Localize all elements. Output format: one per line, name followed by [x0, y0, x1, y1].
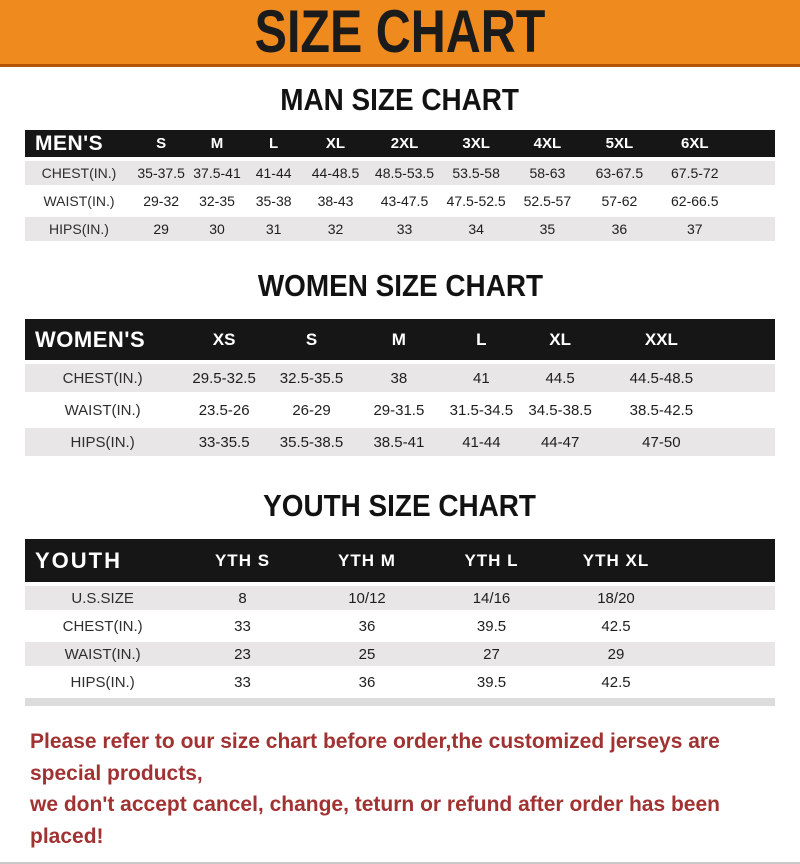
men-waist-label: WAIST(IN.) — [25, 189, 133, 213]
men-hips-s: 29 — [133, 217, 189, 241]
men-hips-2xl: 33 — [369, 217, 441, 241]
men-header-row — [25, 130, 775, 157]
men-waist-4xl: 52.5-57 — [512, 189, 583, 213]
men-hips-l: 31 — [245, 217, 303, 241]
disclaimer-line2: we don't accept cancel, change, teturn or refund after order has been placed! — [30, 793, 720, 848]
men-chest-l: 41-44 — [245, 161, 303, 185]
women-waist-s: 26-29 — [268, 396, 355, 424]
youth-ussize-label: U.S.SIZE — [25, 586, 180, 610]
men-chest-filler — [734, 161, 775, 185]
women-waist-label: WAIST(IN.) — [25, 396, 180, 424]
youth-table-title: YOUTH — [25, 539, 180, 582]
men-waist-filler — [734, 189, 775, 213]
men-chest-5xl: 63-67.5 — [583, 161, 656, 185]
youth-section-heading — [0, 490, 800, 521]
youth-col-l: YTH L — [429, 539, 554, 582]
men-chest-row — [25, 161, 775, 185]
women-chest-xxl: 44.5-48.5 — [600, 364, 722, 392]
women-hips-filler — [722, 428, 775, 456]
women-hips-s: 35.5-38.5 — [268, 428, 355, 456]
women-hips-xxl: 47-50 — [600, 428, 722, 456]
youth-ussize-l: 14/16 — [429, 586, 554, 610]
women-hips-m: 38.5-41 — [355, 428, 443, 456]
men-col-4xl: 4XL — [512, 130, 583, 157]
men-table-title: MEN'S — [25, 130, 133, 157]
men-hips-3xl: 34 — [441, 217, 512, 241]
youth-col-xl: YTH XL — [554, 539, 679, 582]
women-hips-label: HIPS(IN.) — [25, 428, 180, 456]
youth-hips-xl: 42.5 — [554, 670, 679, 694]
men-chest-3xl: 53.5-58 — [441, 161, 512, 185]
youth-waist-l: 27 — [429, 642, 554, 666]
youth-chest-s: 33 — [180, 614, 305, 638]
men-waist-s: 29-32 — [133, 189, 189, 213]
men-col-l: L — [245, 130, 303, 157]
women-col-l: L — [443, 319, 520, 360]
youth-col-s: YTH S — [180, 539, 305, 582]
youth-chest-xl: 42.5 — [554, 614, 679, 638]
youth-heading-text: YOUTH SIZE CHART — [263, 488, 537, 523]
men-chest-s: 35-37.5 — [133, 161, 189, 185]
men-chest-xl: 44-48.5 — [303, 161, 369, 185]
men-header-filler — [734, 130, 775, 157]
youth-waist-row — [25, 642, 775, 666]
men-hips-5xl: 36 — [583, 217, 656, 241]
men-hips-xl: 32 — [303, 217, 369, 241]
women-size-table — [25, 315, 775, 460]
men-waist-6xl: 62-66.5 — [656, 189, 734, 213]
men-hips-label: HIPS(IN.) — [25, 217, 133, 241]
women-hips-l: 41-44 — [443, 428, 520, 456]
men-chest-label: CHEST(IN.) — [25, 161, 133, 185]
men-waist-xl: 38-43 — [303, 189, 369, 213]
men-chest-2xl: 48.5-53.5 — [369, 161, 441, 185]
youth-hips-s: 33 — [180, 670, 305, 694]
men-hips-filler — [734, 217, 775, 241]
women-chest-xl: 44.5 — [520, 364, 600, 392]
youth-hips-filler — [678, 670, 775, 694]
men-col-3xl: 3XL — [441, 130, 512, 157]
women-header-filler — [722, 319, 775, 360]
men-chest-m: 37.5-41 — [189, 161, 245, 185]
youth-waist-label: WAIST(IN.) — [25, 642, 180, 666]
men-chest-4xl: 58-63 — [512, 161, 583, 185]
men-waist-5xl: 57-62 — [583, 189, 656, 213]
women-hips-xl: 44-47 — [520, 428, 600, 456]
men-col-s: S — [133, 130, 189, 157]
men-hips-m: 30 — [189, 217, 245, 241]
women-waist-filler — [722, 396, 775, 424]
youth-header-filler — [678, 539, 775, 582]
men-waist-l: 35-38 — [245, 189, 303, 213]
youth-ussize-row — [25, 586, 775, 610]
men-col-6xl: 6XL — [656, 130, 734, 157]
women-chest-row — [25, 364, 775, 392]
women-waist-m: 29-31.5 — [355, 396, 443, 424]
youth-hips-label: HIPS(IN.) — [25, 670, 180, 694]
youth-ussize-s: 8 — [180, 586, 305, 610]
men-size-table — [25, 126, 775, 245]
men-col-xl: XL — [303, 130, 369, 157]
youth-waist-m: 25 — [305, 642, 430, 666]
men-waist-3xl: 47.5-52.5 — [441, 189, 512, 213]
youth-hips-row — [25, 670, 775, 694]
women-col-xl: XL — [520, 319, 600, 360]
men-chest-6xl: 67.5-72 — [656, 161, 734, 185]
men-waist-m: 32-35 — [189, 189, 245, 213]
men-hips-6xl: 37 — [656, 217, 734, 241]
youth-waist-filler — [678, 642, 775, 666]
women-hips-xs: 33-35.5 — [180, 428, 268, 456]
women-col-xxl: XXL — [600, 319, 722, 360]
youth-ussize-m: 10/12 — [305, 586, 430, 610]
youth-size-table — [25, 535, 775, 698]
women-section-heading — [0, 270, 800, 301]
women-chest-label: CHEST(IN.) — [25, 364, 180, 392]
women-waist-row — [25, 396, 775, 424]
women-header-row — [25, 319, 775, 360]
women-chest-filler — [722, 364, 775, 392]
men-waist-row — [25, 189, 775, 213]
banner-title: SIZE CHART — [254, 0, 546, 66]
youth-ussize-filler — [678, 586, 775, 610]
women-heading-text: WOMEN SIZE CHART — [257, 268, 543, 303]
youth-hips-l: 39.5 — [429, 670, 554, 694]
women-waist-xl: 34.5-38.5 — [520, 396, 600, 424]
youth-table-bottom-strip — [25, 698, 775, 706]
youth-hips-m: 36 — [305, 670, 430, 694]
youth-chest-l: 39.5 — [429, 614, 554, 638]
disclaimer-text — [30, 726, 772, 852]
women-table-title: WOMEN'S — [25, 319, 180, 360]
men-hips-4xl: 35 — [512, 217, 583, 241]
men-hips-row — [25, 217, 775, 241]
men-col-2xl: 2XL — [369, 130, 441, 157]
youth-waist-xl: 29 — [554, 642, 679, 666]
youth-header-row — [25, 539, 775, 582]
men-waist-2xl: 43-47.5 — [369, 189, 441, 213]
youth-chest-filler — [678, 614, 775, 638]
size-chart-banner — [0, 0, 800, 67]
women-waist-xxl: 38.5-42.5 — [600, 396, 722, 424]
women-col-s: S — [268, 319, 355, 360]
youth-chest-row — [25, 614, 775, 638]
women-col-m: M — [355, 319, 443, 360]
youth-ussize-xl: 18/20 — [554, 586, 679, 610]
women-hips-row — [25, 428, 775, 456]
man-section-heading — [0, 84, 800, 115]
women-chest-xs: 29.5-32.5 — [180, 364, 268, 392]
women-waist-xs: 23.5-26 — [180, 396, 268, 424]
women-col-xs: XS — [180, 319, 268, 360]
men-col-m: M — [189, 130, 245, 157]
youth-col-m: YTH M — [305, 539, 430, 582]
women-chest-m: 38 — [355, 364, 443, 392]
women-chest-l: 41 — [443, 364, 520, 392]
youth-chest-label: CHEST(IN.) — [25, 614, 180, 638]
men-col-5xl: 5XL — [583, 130, 656, 157]
disclaimer-line1: Please refer to our size chart before order,the customized jerseys are special products, — [30, 730, 720, 785]
women-chest-s: 32.5-35.5 — [268, 364, 355, 392]
man-heading-text: MAN SIZE CHART — [280, 82, 520, 117]
youth-waist-s: 23 — [180, 642, 305, 666]
youth-chest-m: 36 — [305, 614, 430, 638]
women-waist-l: 31.5-34.5 — [443, 396, 520, 424]
